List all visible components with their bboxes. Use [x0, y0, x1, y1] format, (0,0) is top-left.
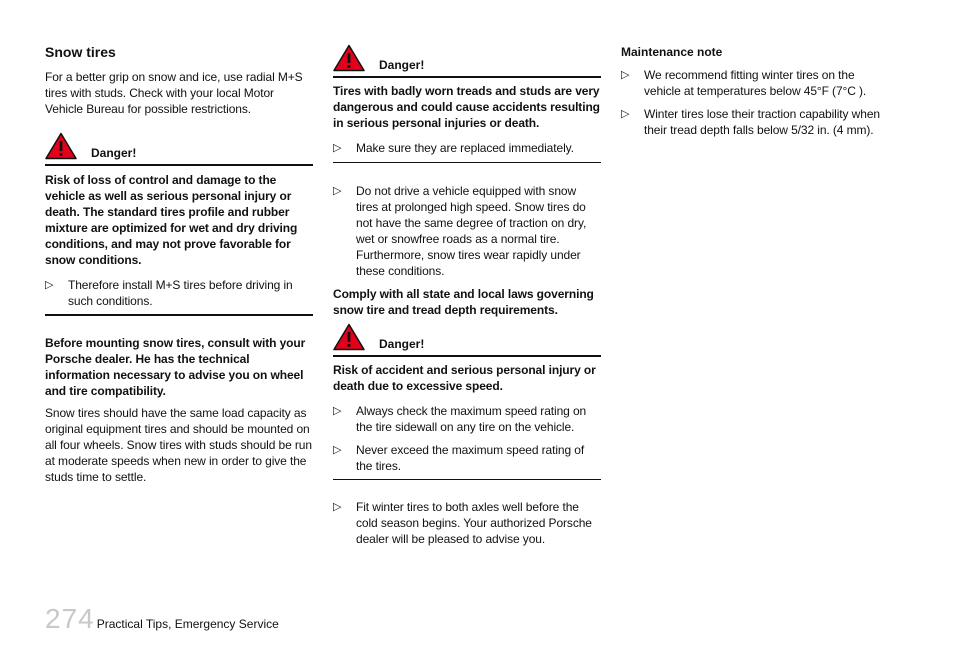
list-item	[333, 140, 601, 156]
divider	[45, 314, 313, 316]
danger-label: Danger!	[379, 337, 425, 351]
triangle-right-icon: ▷	[333, 501, 342, 513]
list-item-text: Winter tires lose their traction capability when their tread depth falls below 5/32 in. (4 mm).	[644, 107, 880, 137]
list-item-text: Fit winter tires to both axles well before the cold season begins. Your authorized Porsche dealer will be pleased to advise you.	[356, 500, 592, 546]
danger-header	[45, 132, 313, 166]
danger-header	[333, 323, 601, 357]
comply-paragraph: Comply with all state and local laws governing snow tire and tread depth requirements.	[333, 287, 594, 317]
column-left	[45, 44, 313, 485]
danger-header	[333, 44, 601, 78]
divider	[333, 479, 601, 480]
bullet-list	[333, 140, 601, 156]
consult-paragraph: Before mounting snow tires, consult with your Porsche dealer. He has the technical information necessary to advise you on wheel and tire compatibility.	[45, 336, 306, 398]
triangle-right-icon: ▷	[333, 142, 342, 154]
section-title-maintenance-note: Maintenance note	[621, 45, 723, 59]
triangle-right-icon: ▷	[333, 405, 342, 417]
list-item	[333, 183, 601, 279]
column-right	[621, 44, 889, 138]
triangle-right-icon: ▷	[45, 279, 54, 291]
danger-text: Risk of accident and serious personal injury or death due to excessive speed.	[333, 363, 596, 393]
page-number: 274	[45, 603, 95, 634]
column-middle	[333, 44, 601, 547]
bullet-list	[621, 67, 889, 138]
triangle-right-icon: ▷	[621, 69, 630, 81]
triangle-right-icon: ▷	[333, 444, 342, 456]
list-item-text: Never exceed the maximum speed rating of the tires.	[356, 443, 585, 473]
list-item	[621, 106, 889, 138]
danger-label: Danger!	[91, 146, 137, 160]
list-item	[333, 499, 601, 547]
danger-text: Risk of loss of control and damage to the vehicle as well as serious personal injury or death. The standard tires profile and rubber mixture are optimized for wet and dry driving conditions, and may not prove favorable for snow conditions.	[45, 173, 298, 267]
list-item-text: Always check the maximum speed rating on the tire sidewall on any tire on the vehicle.	[356, 404, 587, 434]
footer-section-title: Practical Tips, Emergency Service	[96, 617, 279, 631]
capacity-paragraph: Snow tires should have the same load capacity as original equipment tires and should be mounted on all four wheels. Snow tires with studs should be run at moderate speeds when new in order to give the studs time to settle.	[45, 406, 312, 484]
danger-label: Danger!	[379, 58, 425, 72]
page-footer	[45, 603, 279, 635]
list-item-text: Make sure they are replaced immediately.	[356, 141, 574, 155]
bullet-list	[333, 499, 601, 547]
triangle-right-icon: ▷	[333, 185, 342, 197]
bullet-list	[45, 277, 313, 309]
warning-triangle-icon	[45, 132, 77, 160]
list-item-text: Do not drive a vehicle equipped with snow tires at prolonged high speed. Snow tires do not have the same degree of traction on dry, wet or snowfree roads as a normal tire. Furthermore, snow tires wear rapidly under these conditions.	[356, 184, 587, 278]
bullet-list	[333, 403, 601, 474]
list-item	[621, 67, 889, 99]
warning-triangle-icon	[333, 44, 365, 72]
danger-text: Tires with badly worn treads and studs are very dangerous and could cause accidents resulting in serious personal injuries or death.	[333, 84, 600, 130]
intro-paragraph: For a better grip on snow and ice, use radial M+S tires with studs. Check with your local Motor Vehicle Bureau for possible restrictions.	[45, 70, 303, 116]
bullet-list	[333, 183, 601, 279]
list-item	[45, 277, 313, 309]
warning-triangle-icon	[333, 323, 365, 351]
list-item-text: Therefore install M+S tires before driving in such conditions.	[68, 278, 293, 308]
triangle-right-icon: ▷	[621, 108, 630, 120]
list-item-text: We recommend fitting winter tires on the vehicle at temperatures below 45°F (7°C ).	[644, 68, 867, 98]
divider	[333, 162, 601, 163]
section-title-snow-tires: Snow tires	[45, 44, 116, 60]
list-item	[333, 442, 601, 474]
list-item	[333, 403, 601, 435]
